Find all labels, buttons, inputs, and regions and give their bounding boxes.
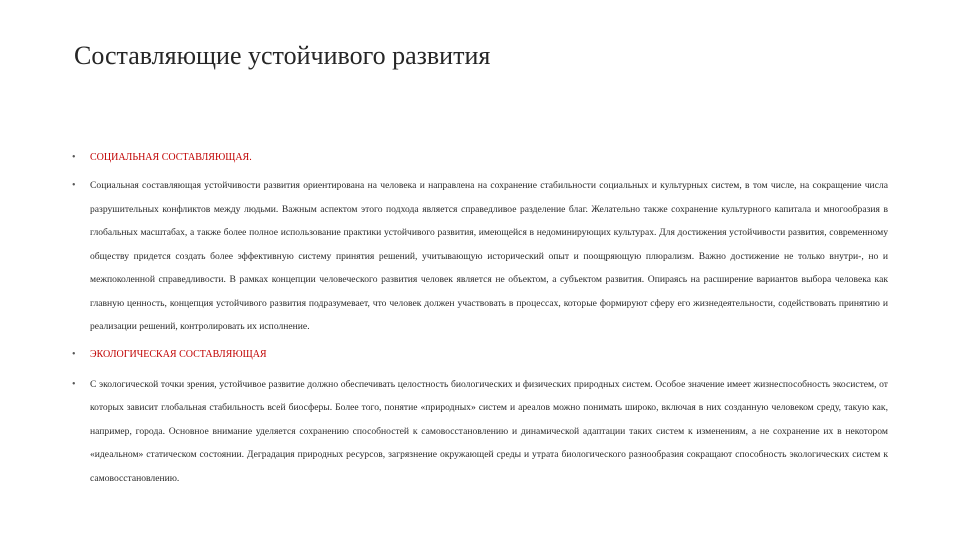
bullet-item-ecological-heading	[72, 345, 888, 365]
bullet-item-social-heading	[72, 148, 888, 168]
paragraph-social: Социальная составляющая устойчивости развития ориентирована на человека и направлена на сохранение стабильности социальных и культурных систем, в том числе, на сокращение числа разрушительных конфликтов между людьми. Важным аспектом этого подхода является справедливое разделение благ. Желательно также сохранение культурного капитала и многообразия в глобальных масштабах, а также более полное использование практики устойчивого развития, имеющейся в недоминирующих культурах. Для достижения устойчивости развития, современному обществу придется создать более эффективную систему принятия решений, учитывающую исторический опыт и поощряющую плюрализм. Важно достижение не только внутри-, но и межпоколенной справедливости. В рамках концепции человеческого развития человек является не объектом, а субъектом развития. Опираясь на расширение вариантов выбора человека как главную ценность, концепция устойчивого развития подразумевает, что человек должен участвовать в процессах, которые формируют сферу его жизнедеятельности, содействовать принятию и реализации решений, контролировать их исполнение.	[90, 180, 888, 332]
bullet-icon: •	[72, 378, 76, 390]
bullet-item-ecological-text	[72, 373, 888, 491]
paragraph-ecological: С экологической точки зрения, устойчивое развитие должно обеспечивать целостность биологических и физических природных систем. Особое значение имеет жизнеспособность экосистем, от которых зависит глобальная стабильность всей биосферы. Более того, понятие «природных» систем и ареалов можно понимать широко, включая в них созданную человеком среду, такую как, например, города. Основное внимание уделяется сохранению способностей к самовосстановлению и динамической адаптации таких систем к изменениям, а не сохранение их в некотором «идеальном» статическом состоянии. Деградация природных ресурсов, загрязнение окружающей среды и утрата биологического разнообразия сокращают способность экологических систем к самовосстановлению.	[90, 378, 888, 484]
bullet-icon: •	[72, 348, 76, 360]
section-heading-social: СОЦИАЛЬНАЯ СОСТАВЛЯЮЩАЯ.	[90, 152, 252, 163]
bullet-item-social-text	[72, 174, 888, 339]
section-heading-ecological: ЭКОЛОГИЧЕСКАЯ СОСТАВЛЯЮЩАЯ	[90, 348, 267, 360]
bullet-list	[72, 148, 888, 490]
slide-title: Составляющие устойчивого развития	[74, 41, 491, 70]
bullet-icon: •	[72, 152, 76, 163]
bullet-icon: •	[72, 180, 76, 191]
